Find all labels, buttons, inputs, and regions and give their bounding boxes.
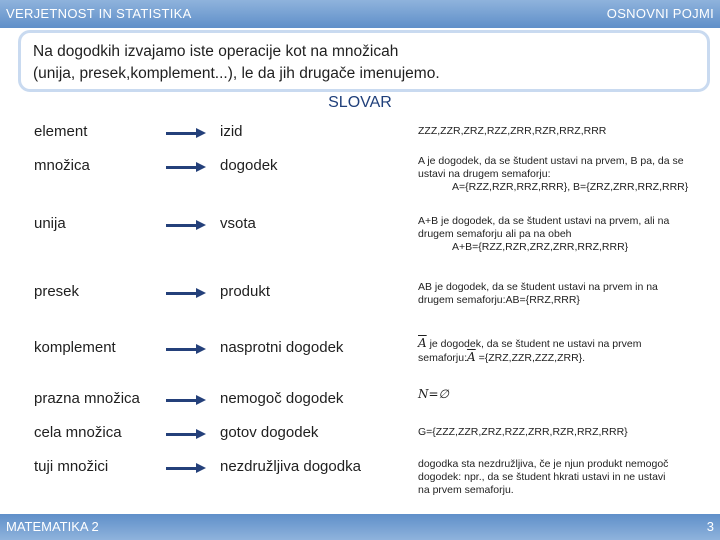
example-line: A={RZZ,RZR,RRZ,RRR}, B={ZRZ,ZRR,RRZ,RRR} xyxy=(452,181,689,193)
arrow-right-icon xyxy=(166,288,206,298)
event-term: dogodek xyxy=(220,157,278,174)
footer-course-name: MATEMATIKA 2 xyxy=(6,519,99,534)
arrow-right-icon xyxy=(166,128,206,138)
example-line: AB je dogodek, da se študent ustavi na prvem in na xyxy=(418,281,658,293)
complement-symbol: $\overline{A}$ xyxy=(418,336,427,350)
example-line: A+B je dogodek, da se študent ustavi na prvem, ali na xyxy=(418,215,670,227)
intro-line-1: Na dogodkih izvajamo iste operacije kot na množicah xyxy=(33,43,399,60)
set-term: prazna množica xyxy=(34,390,140,407)
set-term: presek xyxy=(34,283,80,300)
example-line: ustavi na drugem semaforju: xyxy=(418,168,551,180)
set-term: komplement xyxy=(34,339,116,356)
intro-text xyxy=(33,41,440,85)
example-line: dogodek: npr., da se študent hkrati ustavi in ne ustavi xyxy=(418,471,666,483)
example-line: A+B={RZZ,RZR,ZRZ,ZRR,RRZ,RRR} xyxy=(452,241,629,253)
arrow-right-icon xyxy=(166,463,206,473)
example-line: A je dogodek, da se študent ustavi na prvem, xyxy=(418,155,628,167)
example-line: B pa, da se xyxy=(630,155,684,167)
example-text xyxy=(418,125,708,138)
footer-bar xyxy=(0,514,720,540)
example-line: semaforju: xyxy=(418,352,468,364)
example-text xyxy=(418,281,708,307)
example-text xyxy=(418,215,708,254)
arrow-right-icon xyxy=(166,395,206,405)
intro-box xyxy=(18,30,710,92)
header-section-title: OSNOVNI POJMI xyxy=(606,6,714,21)
set-term: unija xyxy=(34,215,66,232)
example-line: dogodka sta nezdružljiva, če je njun produkt nemogoč xyxy=(418,458,669,470)
complement-symbol: $\overline{A}$ xyxy=(467,350,476,364)
example-line: G={ZZZ,ZZR,ZRZ,RZZ,ZRR,RZR,RRZ,RRR} xyxy=(418,426,628,438)
event-term: nemogoč dogodek xyxy=(220,390,344,407)
example-line: ZZZ,ZZR,ZRZ,RZZ,ZRR,RZR,RRZ,RRR xyxy=(418,125,607,137)
example-line: je dogodek, da se študent ne ustavi na prvem xyxy=(426,338,642,350)
dictionary-title: SLOVAR xyxy=(328,94,392,111)
header-course-title: VERJETNOST IN STATISTIKA xyxy=(6,6,192,21)
example-text xyxy=(418,426,708,439)
event-term: vsota xyxy=(220,215,256,232)
arrow-right-icon xyxy=(166,344,206,354)
intro-line-2: (unija, presek,komplement...), le da jih drugače imenujemo. xyxy=(33,65,440,82)
event-term: nezdružljiva dogodka xyxy=(220,458,361,475)
example-line: na prvem semaforju. xyxy=(418,484,514,496)
set-term: cela množica xyxy=(34,424,122,441)
arrow-right-icon xyxy=(166,220,206,230)
example-line: ={ZRZ,ZZR,ZZZ,ZRR}. xyxy=(475,352,586,364)
set-term: element xyxy=(34,123,88,140)
example-line: drugem semaforju ali pa na obeh xyxy=(418,228,572,240)
arrow-right-icon xyxy=(166,429,206,439)
set-term: množica xyxy=(34,157,90,174)
event-term: gotov dogodek xyxy=(220,424,319,441)
example-text xyxy=(418,155,708,194)
example-text xyxy=(418,388,708,401)
event-term: produkt xyxy=(220,283,271,300)
example-line: drugem semaforju: xyxy=(418,294,506,306)
arrow-right-icon xyxy=(166,162,206,172)
example-line: AB={RRZ,RRR} xyxy=(505,294,580,306)
header-bar xyxy=(0,0,720,28)
event-term: izid xyxy=(220,123,243,140)
set-term: tuji množici xyxy=(34,458,109,475)
example-text xyxy=(418,337,708,365)
example-text xyxy=(418,458,708,497)
page-number: 3 xyxy=(706,519,714,534)
example-line: N=∅ xyxy=(418,387,450,401)
event-term: nasprotni dogodek xyxy=(220,339,344,356)
